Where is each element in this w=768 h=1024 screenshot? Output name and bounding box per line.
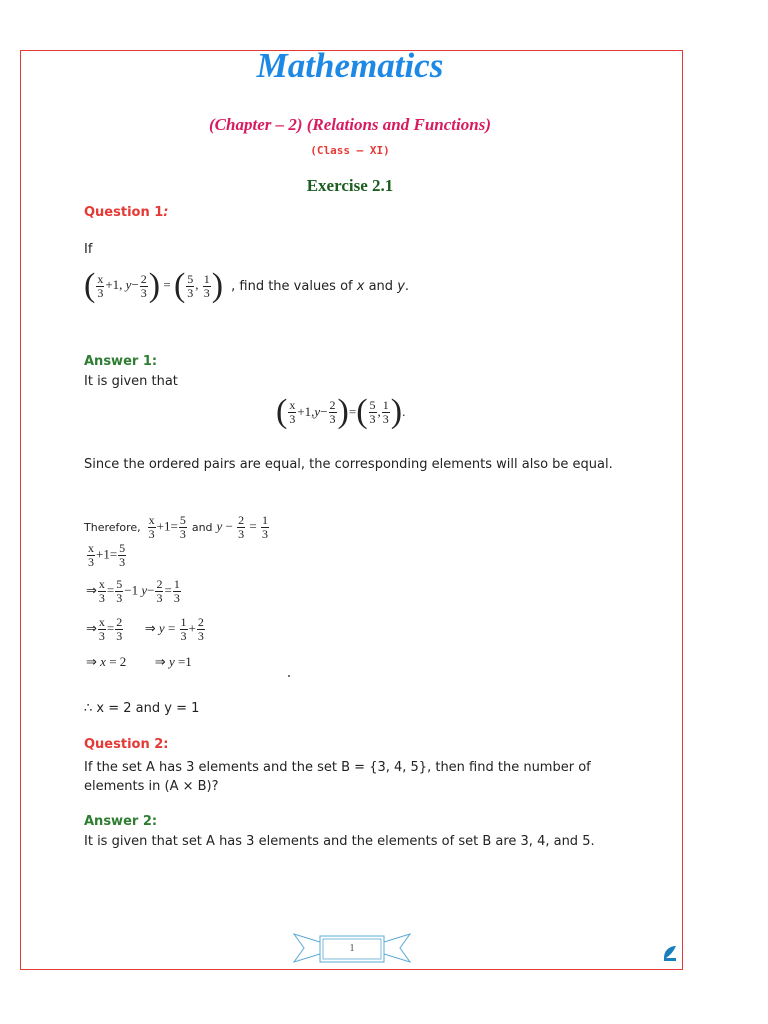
step-3: ⇒ $\frac{x}{3}$ = $\frac{2}{3}$ ⇒ y = $\frac{1}{3}$ + $\frac{2}{3}$ — [86, 615, 204, 643]
question-1-label: Question 1 — [84, 205, 164, 220]
answer-1-therefore-line — [84, 514, 270, 541]
therefore-label: Therefore, — [84, 521, 141, 534]
therefore-and: and — [191, 521, 213, 534]
page-number: 1 — [349, 942, 355, 954]
therefore-eq-2: y − $\frac{2}{3}$ = $\frac{1}{3}$ — [216, 513, 268, 541]
answer-1-equation: ( $\frac{x}{3}$ +1, y − $\frac{2}{3}$ ) = ( $\frac{5}{3}$ , $\frac{1}{3}$ ) . — [276, 393, 406, 430]
publisher-logo-icon — [662, 944, 678, 962]
question-1-if: If — [84, 242, 93, 257]
page-title: Mathematics — [256, 46, 444, 85]
q1-equation-suffix: , find the values of x and y. — [231, 278, 410, 294]
answer-1-conclusion: ∴ x = 2 and y = 1 — [84, 701, 200, 716]
question-1-equation — [84, 266, 409, 306]
stray-dot — [288, 675, 290, 677]
q1-equation-math: ( $\frac{x}{3}$ +1, y− $\frac{2}{3}$ ) = ( $\frac{5}{3}$ , $\frac{1}{3}$ ) — [84, 267, 224, 304]
question-1-heading — [84, 205, 169, 220]
answer-1-since: Since the ordered pairs are equal, the corresponding elements will also be equal. — [84, 457, 613, 472]
step-4: ⇒ x = 2 ⇒ y =1 — [86, 654, 192, 669]
question-2-text: If the set A has 3 elements and the set B = {3, 4, 5}, then find the number of elements in (A × B)? — [84, 760, 591, 794]
question-1-colon: : — [163, 205, 169, 220]
answer-1-given: It is given that — [84, 374, 178, 389]
answer-1-heading: Answer 1: — [84, 354, 158, 369]
page-number-badge — [292, 930, 412, 966]
therefore-eq-1: $\frac{x}{3}$ +1= $\frac{5}{3}$ — [148, 513, 186, 541]
chapter-heading: (Chapter – 2) (Relations and Functions) — [209, 115, 491, 134]
answer-2-text: It is given that set A has 3 elements and the elements of set B are 3, 4, and 5. — [84, 834, 595, 849]
step-1: $\frac{x}{3}$ +1= $\frac{5}{3}$ — [88, 541, 126, 569]
answer-2-heading: Answer 2: — [84, 814, 158, 829]
exercise-heading: Exercise 2.1 — [306, 176, 394, 195]
class-label: (Class – XI) — [310, 144, 390, 157]
step-2: ⇒ $\frac{x}{3}$ = $\frac{5}{3}$ −1 y− $\frac{2}{3}$ = $\frac{1}{3}$ — [86, 577, 180, 605]
question-2-heading: Question 2: — [84, 737, 169, 752]
